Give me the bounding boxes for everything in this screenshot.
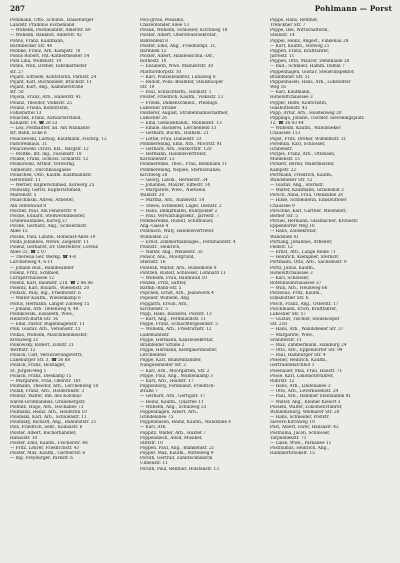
- directory-entry-line: Pollack, Franz, Holzlager,: [10, 363, 66, 369]
- directory-entry-line: — Lea, Posthalfter, ad. Am Wallkante: [10, 126, 90, 132]
- directory-entry-line: Polaschek, Otto, Kaufm. Kaufmannstr.: [10, 172, 93, 178]
- directory-entry-line: Werftstr. 12: [10, 348, 36, 353]
- directory-entry-line: Pollack, Franz, Dieskamp 15: [10, 373, 72, 379]
- directory-entry-line: straße 7: [140, 389, 158, 395]
- directory-entry-line: Lerchenfeld: [140, 353, 166, 359]
- directory-entry-line: — Emil, Pastor, Bugenhagenstr. 11: [10, 322, 85, 328]
- directory-entry-line: Polster, Emil, Ang., Friedhofspl. 11,: [140, 43, 217, 49]
- directory-entry-line: — Otto, Arb., Leverkusenstr. 24: [270, 389, 339, 395]
- directory-entry-line: Rotenbaumchaussee 37: [270, 280, 322, 286]
- directory-entry-line: Ang.-Gasse 4: [140, 224, 169, 230]
- directory-entry-line: Pommerening, Emil, Arb., Moorstr. 91: [140, 141, 223, 147]
- directory-entry-line: Pommerening, Nepole, Sternschanze,: [140, 167, 222, 173]
- directory-entry-line: Polster, Max, Kaufm., Gärtnerstr. 6: [10, 451, 86, 457]
- directory-entry-line: Landstr. Pramhus Eschenland: [10, 23, 75, 29]
- directory-entry-line: St. Jürgen-Weg 1: [10, 368, 47, 374]
- directory-entry-line: Poppe, Hermann, Klempnermeister,: [140, 348, 218, 353]
- directory-entry-line: 12, ☎ 36 93 44: [270, 121, 304, 127]
- directory-entry-line: — Wilhelm, Frau, Baumwall 10: [140, 275, 207, 281]
- directory-entry-line: Poppel, Heinz, Angest., Finkenau 28: [270, 38, 349, 44]
- directory-entry-line: — Wilhelm, Bankbot, Adlerstr. 42: [10, 33, 82, 39]
- directory-entry-line: Kreuzweg 31: [10, 337, 39, 343]
- directory-entry-line: Gertrudenkirchhof 1: [270, 363, 315, 369]
- directory-entry-line: Poppitz, Walter, Arb., Hüxter 7: [140, 430, 207, 436]
- directory-entry-line: — Hilde, Schneiderin, Eimsbütteler: [270, 198, 347, 204]
- directory-entry-line: — Walter, Ang., Kleiner Kielort 3: [270, 399, 341, 405]
- directory-entry-line: Porsiel, Hermann, Glasmacher, Kronestr.: [270, 219, 359, 225]
- directory-entry-line: Pols-gross, Pessamo,: [140, 18, 185, 23]
- directory-entry-line: — Hans, Dampfhafen, Ruhrpolder 2: [140, 208, 218, 214]
- directory-entry-line: Bramfelder Str. 51: [270, 74, 311, 80]
- directory-entry-line: Pollak, Franz, Arb., Hölderlinstr. 3: [10, 389, 85, 395]
- directory-entry-line: — Moltke, Int. ing., Fossenstr. 18: [10, 152, 82, 158]
- directory-entry-line: Hammerbrookstr. 15: [270, 451, 315, 457]
- directory-entry-line: Polcke, Eduard, Stellwerksmeister,: [10, 213, 86, 219]
- directory-entry-line: Posthuma, Jacob, Schlosser,: [270, 430, 331, 436]
- directory-entry-line: Porges, Franz, Arb., Ottensen,: [270, 152, 336, 158]
- directory-entry-line: Polawsky, Gerrit, Kupferschmied,: [10, 188, 82, 194]
- directory-entry-line: Polfack, Paul, Ing., Friedhofstr. 6: [10, 291, 81, 297]
- directory-entry-line: Nanguesnelder Str. 2: [140, 363, 186, 369]
- directory-entry-line: Poppen, Franz, Kraftfahrer,: [270, 48, 330, 54]
- directory-entry-line: Poppe, Hans, Rentner,: [270, 18, 319, 23]
- directory-entry-line: Ruhrstr. 12: [270, 378, 295, 384]
- directory-entry-line: Steinstr. 14: [270, 33, 295, 39]
- directory-entry-line: Barmbek 12: [140, 48, 167, 54]
- directory-entry-line: Allee 15: [10, 229, 28, 235]
- directory-entry-line: Marmordorpstr. 10: [140, 69, 182, 75]
- directory-entry-line: — Wilhelm, Ang., Schulweg 33: [140, 404, 207, 410]
- directory-entry-line: Polsterer, August, Straßenbahnschaffner,: [140, 110, 229, 116]
- directory-entry-line: Polanz, Frieda, Kontoristin,: [10, 105, 69, 111]
- directory-entry-line: Pojant, Elfriede, Kontoristin, Parkstr. 24: [10, 74, 97, 80]
- directory-entry-line: — Werner, Kupferschmied, Korwerg 25: [10, 183, 95, 188]
- directory-entry-line: Glashüttenstr. 43: [270, 105, 308, 111]
- directory-entry-line: Am Tentenwall 9: [10, 203, 47, 209]
- directory-entry-line: Posenauer, Max, Frau, Haustr. 71: [270, 368, 343, 374]
- directory-entry-line: Polakowski, Arthur, Vorwerkg.: [10, 162, 76, 168]
- directory-entry-line: Possehl, Walter, Lokomotivführer,: [270, 404, 343, 410]
- directory-entry-line: Posch, Franz, Ang., Osterstr. 17: [270, 301, 339, 307]
- directory-entry-line: Barmb.-Bahn-Str. 5: [140, 286, 182, 292]
- directory-entry-line: Popchen, Ernst, Arb., Jeanswerk 4: [140, 291, 214, 297]
- directory-entry-line: Ponnstr., Heinrich,: [140, 244, 181, 250]
- directory-entry-line: Eppendorfer Weg 10: [270, 224, 315, 230]
- directory-entry-line: Polster, Friedrich, Kaufm., Volksstr. 13: [140, 95, 224, 101]
- directory-entry-line: — Luise, Wwe., Parkallee 11: [270, 440, 332, 446]
- directory-entry-line: Ponzke, Fritz, Sattler,: [140, 280, 187, 286]
- directory-entry-line: Post, Albert, Ewer, Hansastr. 42: [270, 425, 339, 431]
- directory-entry-line: Porath, Gertrud, Zahntechnikerin: [140, 456, 213, 462]
- directory-entry-line: Poppenhagen, Gustav, Steuerinspektor,: [270, 69, 355, 75]
- directory-entry-line: Poppenhusen, Hans, Arb., Lokstedter: [270, 79, 351, 85]
- directory-entry-line: Polaczewski Ulrich, Kfz., Burgstr. 12: [10, 146, 89, 152]
- directory-entry-line: — Lottie, Frau, Danielstr. 33: [140, 136, 202, 142]
- directory-entry-line: Fuhlsbüttel 13: [10, 110, 42, 116]
- directory-entry-line: — Wilhelm, Kaufm., Wandsbeker: [270, 126, 341, 132]
- directory-entry-line: Barmbecker Str. 44: [10, 43, 53, 49]
- directory-entry-line: — Gustav, Tischler, Steilshooper: [270, 317, 340, 323]
- directory-entry-line: — Ing. Freyburger, Parkstr. 6: [10, 456, 73, 462]
- directory-entry-line: Lärchenweg 4, 6-11: [10, 260, 53, 266]
- directory-entry-line: Kirchenstr. 5: [140, 306, 168, 312]
- directory-entry-line: Popper, Hilde, Kontoristin,: [270, 100, 328, 106]
- directory-entry-line: Grünewaldallee, Korwg 27: [10, 219, 68, 225]
- directory-entry-line: Polda Johannes, Witwe, Ziegelstr. 11: [10, 239, 89, 245]
- directory-entry-line: Charentonder Allee 13: [140, 23, 190, 29]
- directory-entry-line: str. 50: [10, 90, 24, 96]
- directory-entry-line: — Emilie, Bäckerei, Lerchenfeld 13: [140, 126, 217, 132]
- directory-entry-line: — Gustav, Ang., Sternstr.: [270, 183, 325, 188]
- directory-entry-line: Lübecker Straße: [140, 105, 177, 111]
- directory-entry-line: Pollmann, Theodor, Arb., Lerchenweg 18: [10, 384, 99, 390]
- directory-entry-line: — Tewes, Schneider, Lager, Dienstr. 2: [140, 203, 222, 209]
- directory-entry-line: Polomsky, Richard, Ang., Bahnhofstr. 21: [10, 420, 97, 426]
- directory-entry-line: Str. 19: [140, 85, 155, 91]
- directory-entry-line: Portlang, Johannes, Arbeiter,: [270, 239, 333, 245]
- directory-entry-line: Polk, Gustav, Arb., Vereinsstr. 15: [10, 327, 81, 333]
- directory-entry-line: Pollnitz, Hugo, Arb., Hochallee 73: [10, 404, 84, 410]
- directory-entry-line: Poppe, Ilse, Wirtschafterin,: [270, 28, 329, 34]
- directory-entry-line: — Paul, Hamburger Str. 4: [270, 353, 326, 359]
- directory-entry-line: — Hans, Arb., Wandsbeker Str. 37: [270, 327, 344, 333]
- directory-entry-line: Polaschinski, Alfred, Arbeiter,: [10, 198, 75, 204]
- directory-entry-line: — Johannes, Maurer, Eiffestr. 14: [140, 183, 211, 188]
- running-title: Pohlmann — Porst: [314, 4, 392, 13]
- directory-entry-line: Jarrestr. 11: [270, 54, 295, 60]
- directory-entry-line: Pohl Lina, Wolfenstr. 14: [10, 59, 62, 65]
- directory-entry-line: Polomski, Karl, Arb., Schulenstr. 11: [10, 415, 87, 421]
- directory-entry-line: Pontzen, Rudolf, Schlosser, Lombard 11: [140, 270, 226, 276]
- directory-entry-line: Stiftstr. 10: [140, 440, 163, 446]
- directory-entry-line: str. Bahn, Ecke 6: [10, 131, 47, 137]
- directory-entry-line: Popst, Fritz, Dreher, Wilhelmstr. 31: [270, 136, 347, 142]
- directory-entry-line: Pollmann, Heinz, Arb., Hölderlin 10: [10, 409, 87, 415]
- directory-entry-line: — Paul, Schlachterm., Heimstr. 1: [140, 90, 212, 96]
- directory-entry-line: — Kurt, Kaufm., Hofweg 21: [270, 43, 330, 49]
- directory-entry-line: — Georg, Lawm., Herderstr. 34: [140, 177, 208, 183]
- directory-entry-line: Polsak, Wilhelm, Schlosser, Kirchweg 18: [140, 28, 228, 34]
- directory-entry-line: — Karl, Kaufmann,: [270, 90, 311, 96]
- directory-entry-line: — Frieda, Damenschneid., Pfennigs.: [140, 100, 219, 106]
- directory-entry-line: — Johann, Arb. Tiefenweg 4, 48: [10, 306, 79, 312]
- directory-entry-line: Porrmann, Friedrich, Kaufm.,: [270, 172, 334, 178]
- directory-entry-line: Popelier, Wilhelm, Ang.: [140, 296, 191, 302]
- column-right: [270, 18, 394, 560]
- directory-entry-line: — Theresia Ger. Werkg. ☎ 4-8: [10, 255, 76, 261]
- directory-entry-line: Weg 16: [270, 85, 287, 91]
- directory-entry-line: Rothestr. 10: [140, 59, 167, 65]
- directory-entry-line: — Walter, Kaufmann, Grindelhof 2: [270, 188, 344, 194]
- directory-entry-line: Popp, Artur, Arb., Holstenweg 20: [270, 110, 342, 116]
- directory-entry-line: Feldstr. 12: [270, 244, 293, 250]
- directory-entry-line: Posener, Heinrich, Kaufm.,: [270, 358, 328, 364]
- directory-entry-line: Kampstr. 22: [270, 167, 297, 173]
- directory-entry-line: Pojoda, Franz, Arb., Hallerstr. 41: [10, 95, 82, 101]
- directory-entry-line: Karolinenstr. 13: [140, 157, 175, 163]
- directory-entry-line: Polkowsky, Robert, Zollstr. 21: [10, 342, 74, 348]
- directory-entry-line: Hansastr. 10: [10, 435, 38, 441]
- directory-entry-line: Pontezk, Walter, Arb., Budenhöhe 9: [140, 265, 217, 271]
- directory-entry-line: Portmann, Otto, Arb., Sachsenstr. 9: [270, 260, 347, 266]
- directory-entry-line: Wandsbek 41: [270, 234, 299, 240]
- directory-entry-line: Polaczek, Franz, Aufwärterstand,: [10, 115, 82, 121]
- directory-entry-line: Posse, Karl, Lokomotivführer,: [270, 373, 334, 379]
- directory-entry-line: — Elisabeth, Wwe. Mainzerstr. 30: [140, 64, 214, 70]
- directory-entry-line: — Kurt, Ang., Ferdinandstr. 11: [140, 317, 207, 323]
- directory-entry-line: Eimsbüttler Str. 6: [270, 296, 309, 302]
- directory-entry-line: Pollenz, Walter, Inh. des Kolonial-: [10, 394, 83, 400]
- directory-entry-line: Willhöden 22: [140, 234, 169, 240]
- directory-entry-line: Ponsor, Ans., Moorgrund,: [140, 255, 195, 261]
- directory-entry-line: Popp, Hans, Bäckerei, Poststr. 13: [140, 311, 212, 317]
- directory-entry-line: — Margarete, Wwe.,: [270, 332, 315, 338]
- directory-entry-line: Tannenstr., Durchhausgasse: [10, 167, 71, 173]
- directory-entry-line: Polcher, Paul, Am Fensterstr. 9: [10, 208, 77, 214]
- directory-entry-line: Poschmann, Erich, Kraftfahrer,: [270, 306, 337, 312]
- directory-entry-line: Polster, Albert, Bücherhändler,: [10, 430, 77, 436]
- directory-entry-line: Polenz, Karl, Baumstr. 218, ☎ 2 86 88: [10, 280, 93, 286]
- directory-entry-line: Hoheluftchaussee 3: [270, 270, 313, 276]
- directory-entry-line: Bramfelder Straße 2: [140, 342, 185, 348]
- directory-entry-line: — Fritz, Lehrer, Friedrichstr. 43: [10, 445, 80, 451]
- directory-entry-line: Poppe, Karl, Blumenhändler,: [140, 358, 202, 364]
- directory-entry-line: Pohns, Willi, Dreher, Fabrikarbeiter: [10, 64, 87, 70]
- directory-entry-line: Str. 218: [270, 322, 287, 328]
- directory-entry-line: — Karl, Polizeibeamter, Lunaweg 8: [140, 74, 216, 80]
- directory-entry-line: — Heinrich, Klempner, Sternstr.: [270, 255, 340, 261]
- directory-entry-line: Sternstr. 16: [140, 260, 166, 266]
- directory-entry-line: — Willi, Arb., Heußweg 66: [270, 286, 328, 292]
- directory-entry-line: Ponbusch, Willy, Handelsvertreter,: [140, 229, 215, 235]
- directory-entry-line: Polster, Albert, Obersteuersekretär,: [140, 33, 217, 39]
- directory-entry-line: — Karl, Arb., Moorgarten, Str. 2: [140, 368, 210, 374]
- directory-entry-line: Polinkowski, Elisabeth, Wwe.,: [10, 311, 75, 317]
- directory-entry-line: — Karl, Schlosser,: [270, 275, 310, 281]
- directory-entry-line: Pastorenhaus. 11: [10, 141, 48, 147]
- directory-entry-line: Pohns Robert, Pat.-Kätnermeister 14: [10, 54, 90, 60]
- directory-entry-line: Pols, Friedrich, Sekr., Kollaustr. 6: [10, 425, 83, 431]
- directory-entry-line: Heinrich-Barth-Str. 16: [10, 317, 59, 323]
- directory-entry-line: Portz, Julius, Kaufm.,: [270, 265, 316, 271]
- directory-entry-line: Poppenhusen, Heinz, Kaufm., Wandsbek 4: [140, 420, 231, 426]
- directory-entry-line: — Margarete, Wwe., Nietwein: [140, 188, 206, 194]
- directory-entry-line: Polster, Albert, Handelsschul.-Dir.,: [140, 54, 215, 60]
- directory-entry-line: — Ernst, Zimmermannsges., Ferdinandstr. 4: [140, 239, 236, 245]
- directory-entry-line: Poppinga, Johann, Tischler, Sievekingsplatz: [270, 115, 364, 121]
- directory-entry-line: Polfus, Hermann, Langer Zollweg 15: [10, 301, 90, 307]
- directory-entry-line: Poppe, Paul, Ang., Mühlenkamp 3: [140, 373, 213, 379]
- directory-entry-line: Chaussee 113: [270, 131, 301, 137]
- directory-entry-line: — Paul, Arb., Hammer Steindamm 91: [270, 394, 351, 400]
- directory-entry-line: Lübecker Str. 57: [270, 311, 306, 317]
- column-middle: [140, 18, 264, 560]
- directory-entry-line: Poppendieck, Adolf, Musiker,: [140, 435, 203, 441]
- directory-entry-line: — Hans, Zollsekretär,: [270, 229, 317, 235]
- directory-entry-line: Poppe, Franz, Schlachtergesellstr. 5: [140, 322, 218, 328]
- directory-entry-line: waren-Großhandels, Grünebergstr.: [10, 399, 86, 405]
- directory-entry-line: — Heinz, Kaufm., Quarree 11: [140, 399, 204, 405]
- directory-entry-line: Berner Str. 5: [270, 213, 298, 219]
- directory-entry-line: Kirchweg 28: [140, 172, 168, 178]
- page-number: 287: [10, 4, 26, 13]
- directory-entry-line: Porkert, Bernd, Malermeister,: [270, 162, 335, 168]
- page-header: [10, 4, 394, 16]
- directory-entry-line: Pohns, Franz, Kaufmann,: [10, 38, 65, 44]
- directory-entry-line: — Martha, Arb., Ruhlerstr. 14: [140, 198, 205, 204]
- directory-entry-line: Grabenstr.: [270, 146, 293, 152]
- directory-entry-line: Schlüterstr. 11: [270, 337, 302, 343]
- directory-entry-line: — Rud., Schmied, Hamm. Damm 7: [270, 64, 345, 70]
- directory-entry-line: Poppe, Hermann, Kanzleisekretär,: [140, 337, 214, 343]
- directory-entry-line: — Johann Rud., Bahnbeamter: [10, 265, 74, 271]
- directory-entry-line: Polcke, Gerhard, Ang., Schwerinstr.: [10, 224, 88, 230]
- directory-entry-line: Pohlmann, Otto, Schuhw., Raiseburger: [10, 18, 94, 23]
- columns: [10, 18, 394, 560]
- directory-entry-line: Polkas, Wilhelm, Maschinenmeister,: [10, 332, 88, 338]
- directory-entry-line: Pohnke, Franz, Arb. Kampstr. 78: [10, 48, 81, 54]
- directory-entry-line: — Wilhelm, Arb., Friedrichstr. 12: [140, 327, 212, 333]
- directory-entry-line: — Hans, Schneider, Poststr.: [270, 415, 330, 421]
- directory-entry-line: Popper, Max, Kaufm., Mittelweg 9: [140, 451, 214, 457]
- directory-entry-line: Trenckner Str. 7: [270, 23, 306, 29]
- directory-entry-line: Grindelallee 75: [140, 415, 174, 421]
- directory-entry-line: Lübecker 26: [140, 115, 168, 121]
- directory-entry-line: — Walter, Ang., Wendestr. 35: [140, 250, 203, 256]
- directory-entry-line: str. 27: [10, 69, 24, 75]
- directory-entry-line: Poppen, Paul, Ang., Blankenstr. 21: [140, 445, 215, 451]
- directory-entry-line: Wandsbeker Str. 12: [270, 177, 313, 183]
- column-left: [10, 18, 134, 560]
- directory-entry-line: Pommerenke, Theo., Frau, Rennbahn 11: [140, 162, 228, 168]
- directory-entry-line: Tarpenbekstr. 71: [270, 435, 307, 441]
- directory-entry-line: — Paul, Verwaltungssekr., Jarrestr. 7: [140, 213, 220, 219]
- directory-entry-line: — Max, Zimmermann, Hamburg 24: [270, 342, 347, 348]
- directory-entry-line: — Gerhard, Buchh., Rathsm. 21: [140, 131, 209, 137]
- directory-entry-line: Pojant, Karl, Buchbinder, Bruchstr. 11: [10, 79, 92, 85]
- directory-entry-line: — Wilhelm, Postbeamter, Adlerstr. 69: [10, 28, 91, 34]
- directory-entry-line: — Walter Kaufm., Wiesenkamp 6: [10, 296, 81, 302]
- directory-entry-line: Porschke, Karl, Gärtner, Meiendorf,: [270, 208, 347, 214]
- directory-entry-line: Waldstr. 20: [140, 193, 165, 199]
- directory-entry-line: Sievers-Kirchweg 19: [270, 420, 315, 426]
- directory-entry-line: Marienstr. 5: [10, 193, 37, 199]
- directory-entry-line: Lüdemannstr.: [140, 332, 170, 338]
- directory-entry-line: Polentz, Karl, Bauarb., Wiesenstr. 20: [10, 286, 90, 292]
- directory-entry-line: Pojant, Kurt, Ang., Kammerstraße: [10, 85, 84, 91]
- directory-entry-line: — Emil, Gemüsehändl., Mühlenstr. 13: [140, 121, 222, 127]
- directory-entry-line: Ulmenstr. 11: [140, 461, 168, 467]
- directory-entry-line: Polake, Franz, Schloss. Schlafstr. 12: [10, 157, 89, 163]
- directory-entry-line: Poppenborg, Ferdinand, Friedrich-: [140, 384, 215, 390]
- directory-entry-line: Polenz, Gerhardt, Dr. Oberlehrer, Lorenz: [10, 244, 98, 250]
- directory-entry-line: — Karl, Arb.: [140, 425, 167, 431]
- directory-entry-line: Kanalstr. 14, ☎ 28 53: [10, 121, 58, 127]
- directory-entry-line: Lüneburger Str. 3, ☎ 56 88: [10, 358, 71, 364]
- directory-entry-line: Polster, Emil, Kaufm., Fischerstr. 48: [10, 440, 88, 446]
- directory-entry-line: Hoheluftchaussee 3: [270, 95, 313, 101]
- directory-entry-line: Popgarrn, Erwin, Arb.,: [140, 301, 189, 307]
- directory-entry-line: — Hans, Arb., Lindenallee 3: [270, 384, 331, 390]
- directory-entry-line: — Gerhard, Arb., Gertigstr. 17: [140, 394, 206, 400]
- directory-entry-line: Chaussee 9: [270, 203, 295, 209]
- directory-entry-line: Gerstenstr. 11: [10, 177, 41, 183]
- directory-entry-line: Luruperchaussee 12: [10, 275, 55, 281]
- directory-entry-line: Pollack, Carl, Versicherungsvertr.,: [10, 353, 84, 359]
- directory-entry-line: Polenz, Fritz, Schmied,: [10, 270, 60, 276]
- directory-entry-line: Polaczewski, Ludwig, Kaufmann, Fischrg. 12: [10, 136, 107, 142]
- directory-entry-line: — Kurt, Arb., Heidstr. 17: [140, 378, 194, 384]
- directory-entry-line: Pommerenke, Rudolf, Schiffbauer,: [140, 219, 214, 225]
- directory-entry-line: Polcke, Paul, Landw., Hohelust-Allee 19: [10, 234, 96, 240]
- directory-entry-line: Bahrenfeld 8: [140, 38, 168, 44]
- directory-entry-line: Allee 33, ☎ 2 07: [10, 250, 47, 256]
- directory-entry-line: — Ernst, Arb., Lange Reihe 71: [270, 250, 336, 256]
- directory-entry-line: — Otto, Arb., Eppendorfer Str. 99: [270, 348, 343, 353]
- directory-entry-line: — Hermann, Handelsvertreter,: [140, 152, 207, 158]
- directory-entry-line: Porzelius, Fritz, Kaufm.,: [270, 291, 323, 297]
- directory-entry-line: Polanz, Theodor, Volksstr. 25: [10, 100, 72, 106]
- directory-entry-line: — Rudolf, Poliz.-Beamter, Steilshooper: [140, 79, 224, 85]
- directory-entry-line: Posthumus, Heinrich, Ang.,: [270, 445, 330, 451]
- directory-entry-line: Porsch, Anna, Frau, Ofenkuhle 28: [270, 193, 344, 199]
- directory-entry-line: — Gerhard, Arb., Harkortstr. 120: [140, 146, 212, 152]
- directory-entry-line: Wilhelmsburg, Weimarer Str. 20: [270, 409, 340, 415]
- directory-entry-line: Poremba, Karl, Schlosser,: [270, 141, 326, 147]
- directory-entry-line: — Margarete, Frau, Oberstr. 181: [10, 378, 82, 384]
- directory-entry-line: Poppenhagen, Albert, Arb.,: [140, 409, 199, 415]
- directory-entry-line: Porath, Paul, Rentner, Holstenstr. 13: [140, 466, 219, 472]
- directory-entry-line: Poppen, Otto, Maurer, Dehnhaide 28: [270, 59, 350, 65]
- directory-entry-line: Mühlenstr. 15: [270, 157, 301, 163]
